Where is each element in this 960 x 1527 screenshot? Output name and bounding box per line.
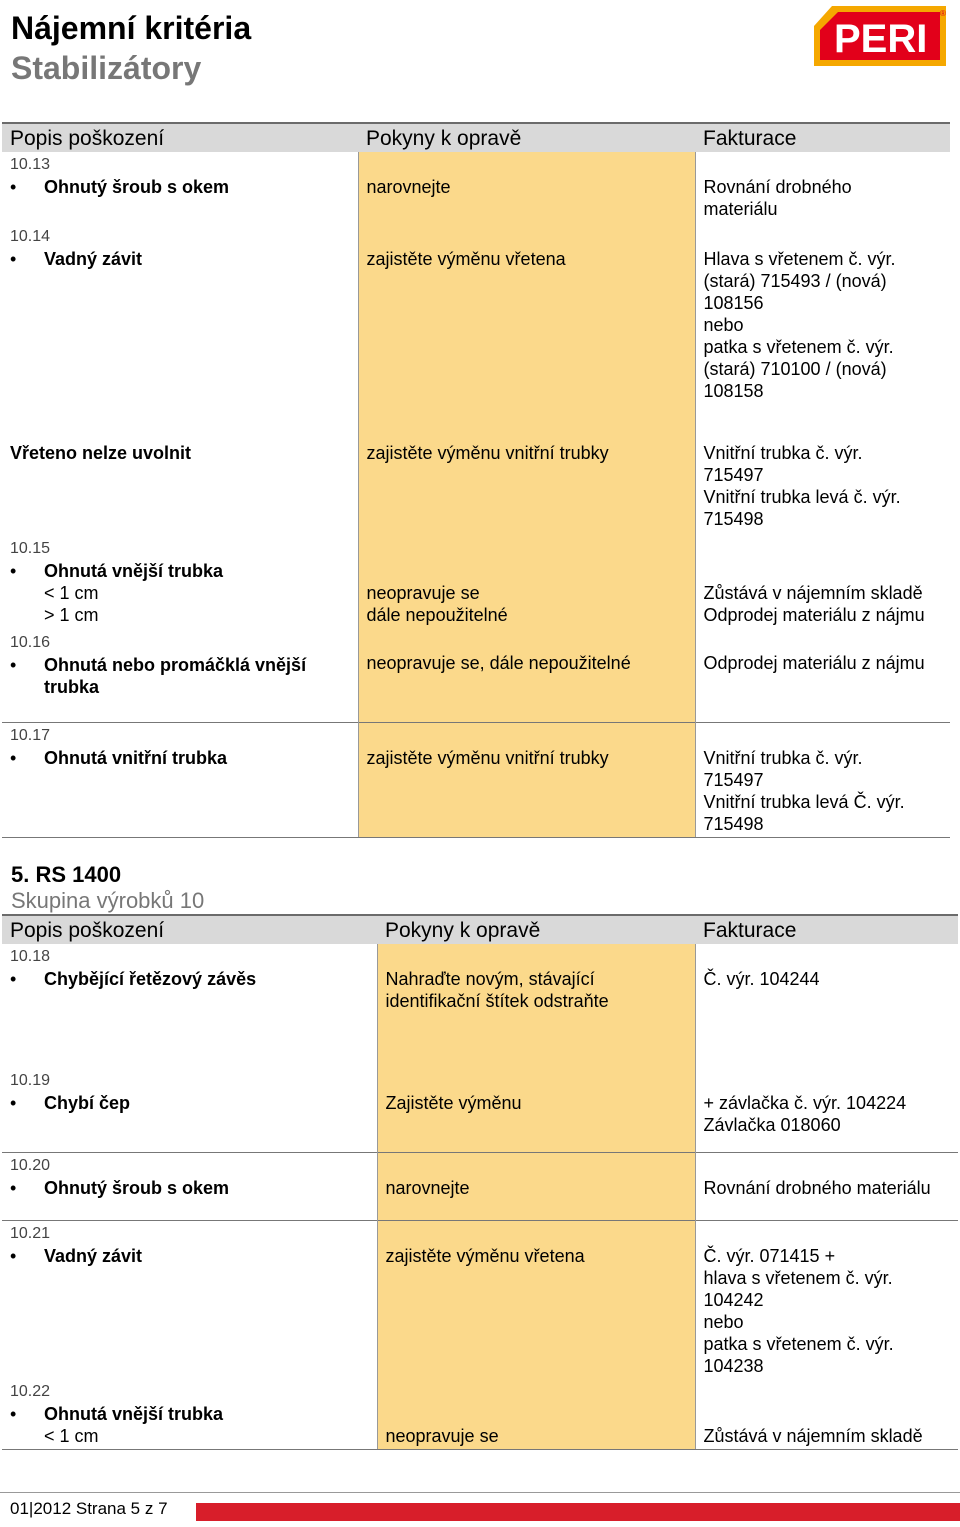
billing-text: nebo bbox=[703, 1311, 744, 1332]
repair-text: narovnejte bbox=[385, 1177, 470, 1198]
table-row bbox=[2, 1379, 958, 1450]
damage-table-1 bbox=[2, 122, 950, 838]
damage-text: Ohnutá vnější trubka bbox=[44, 561, 224, 581]
table-header bbox=[2, 123, 950, 152]
damage-text: Chybějící řetězový závěs bbox=[44, 969, 257, 989]
billing-text: Závlačka 018060 bbox=[703, 1115, 841, 1135]
billing-text: Zůstává v nájemním skladě bbox=[703, 583, 923, 603]
repair-text: zajistěte výměnu vřetena bbox=[366, 249, 566, 269]
table-row bbox=[2, 224, 950, 440]
damage-text: Ohnutá vnější trubka bbox=[44, 1403, 224, 1424]
billing-text: 108156 bbox=[703, 293, 764, 313]
billing-text: 715498 bbox=[703, 509, 764, 529]
billing-text: (stará) 710100 / (nová) bbox=[703, 359, 887, 379]
svg-text:®: ® bbox=[940, 9, 946, 18]
table-row bbox=[2, 722, 950, 837]
billing-text: 104238 bbox=[703, 1355, 764, 1376]
item-number: 10.21 bbox=[10, 1224, 51, 1242]
table-row bbox=[2, 536, 950, 630]
page-subtitle: Stabilizátory bbox=[11, 50, 202, 86]
bullet-icon: • bbox=[10, 1245, 17, 1266]
billing-text: nebo bbox=[703, 315, 744, 335]
table-row bbox=[2, 1068, 958, 1152]
billing-text: (stará) 715493 / (nová) bbox=[703, 271, 887, 291]
repair-text: neopravuje se, dále nepoužitelné bbox=[366, 653, 631, 673]
billing-text: 715498 bbox=[703, 813, 764, 834]
billing-text: + závlačka č. výr. 104224 bbox=[703, 1093, 907, 1113]
footer-bar bbox=[196, 1503, 960, 1521]
damage-text: trubka bbox=[44, 677, 100, 697]
col-damage-header: Popis poškození bbox=[2, 915, 377, 944]
item-number: 10.19 bbox=[10, 1072, 51, 1089]
damage-table-2 bbox=[2, 914, 958, 1450]
repair-text: zajistěte výměnu vřetena bbox=[385, 1245, 585, 1266]
table-row bbox=[2, 944, 958, 1068]
damage-text: Chybí čep bbox=[44, 1093, 131, 1113]
col-repair-header: Pokyny k opravě bbox=[377, 915, 695, 944]
item-number: 10.18 bbox=[10, 948, 51, 965]
billing-text: Vnitřní trubka č. výr. bbox=[703, 443, 863, 463]
section-title: 5. RS 1400 bbox=[11, 862, 122, 887]
billing-text: Č. výr. 071415 + bbox=[703, 1245, 836, 1266]
billing-text: Č. výr. 104244 bbox=[703, 969, 820, 989]
col-billing-header: Fakturace bbox=[695, 123, 950, 152]
billing-text: Vnitřní trubka levá Č. výr. bbox=[703, 791, 905, 812]
bullet-icon: • bbox=[10, 249, 17, 269]
damage-text: Vadný závit bbox=[44, 249, 143, 269]
repair-text: identifikační štítek odstraňte bbox=[385, 991, 609, 1011]
repair-text: narovnejte bbox=[366, 177, 451, 197]
page-info: 01|2012 Strana 5 z 7 bbox=[10, 1499, 168, 1518]
item-number: 10.13 bbox=[10, 156, 51, 173]
bullet-icon: • bbox=[10, 1403, 17, 1424]
damage-subtext: > 1 cm bbox=[44, 605, 99, 625]
bullet-icon: • bbox=[10, 747, 17, 768]
bullet-icon: • bbox=[10, 969, 17, 989]
damage-text: Ohnutá nebo promáčklá vnější bbox=[44, 655, 307, 675]
repair-text: zajistěte výměnu vnitřní trubky bbox=[366, 747, 609, 768]
table-row bbox=[2, 630, 950, 722]
billing-text: Vnitřní trubka č. výr. bbox=[703, 747, 863, 768]
billing-text: patka s vřetenem č. výr. bbox=[703, 337, 894, 357]
billing-text: 104242 bbox=[703, 1289, 764, 1310]
peri-logo bbox=[812, 4, 950, 68]
table-row bbox=[2, 1220, 958, 1379]
item-number: 10.20 bbox=[10, 1156, 51, 1174]
billing-text: materiálu bbox=[703, 199, 778, 219]
billing-text: patka s vřetenem č. výr. bbox=[703, 1333, 894, 1354]
repair-text: zajistěte výměnu vnitřní trubky bbox=[366, 443, 609, 463]
item-number: 10.22 bbox=[10, 1382, 51, 1400]
bullet-icon: • bbox=[10, 177, 17, 197]
table-row bbox=[2, 152, 950, 224]
table-header bbox=[2, 915, 958, 944]
billing-text: Hlava s vřetenem č. výr. bbox=[703, 249, 896, 269]
bullet-icon: • bbox=[10, 561, 17, 581]
col-repair-header: Pokyny k opravě bbox=[358, 123, 695, 152]
bullet-icon: • bbox=[10, 1093, 17, 1113]
damage-text: Vřeteno nelze uvolnit bbox=[10, 443, 192, 463]
damage-text: Vadný závit bbox=[44, 1245, 143, 1266]
billing-text: hlava s vřetenem č. výr. bbox=[703, 1267, 893, 1288]
item-number: 10.16 bbox=[10, 634, 51, 651]
item-number: 10.15 bbox=[10, 540, 51, 557]
repair-text: Zajistěte výměnu bbox=[385, 1093, 522, 1113]
billing-text: Rovnání drobného bbox=[703, 177, 852, 197]
billing-text: Odprodej materiálu z nájmu bbox=[703, 605, 925, 625]
logo-text: PERI bbox=[834, 17, 928, 61]
billing-text: Zůstává v nájemním skladě bbox=[703, 1425, 923, 1446]
damage-subtext: < 1 cm bbox=[44, 1425, 99, 1446]
bullet-icon: • bbox=[10, 1177, 17, 1198]
item-number: 10.14 bbox=[10, 228, 51, 245]
section-subtitle: Skupina výrobků 10 bbox=[11, 888, 205, 913]
col-billing-header: Fakturace bbox=[695, 915, 958, 944]
repair-text: Nahraďte novým, stávající bbox=[385, 969, 595, 989]
page-title: Nájemní kritéria bbox=[11, 10, 252, 46]
billing-text: Rovnání drobného materiálu bbox=[703, 1177, 931, 1198]
repair-text: neopravuje se bbox=[385, 1425, 499, 1446]
table-row bbox=[2, 1152, 958, 1220]
col-damage-header: Popis poškození bbox=[2, 123, 358, 152]
page-footer bbox=[0, 1492, 960, 1523]
damage-text: Ohnutý šroub s okem bbox=[44, 1177, 230, 1198]
damage-subtext: < 1 cm bbox=[44, 583, 99, 603]
billing-text: 715497 bbox=[703, 465, 764, 485]
damage-text: Ohnutý šroub s okem bbox=[44, 177, 230, 197]
repair-text: dále nepoužitelné bbox=[366, 605, 508, 625]
billing-text: 108158 bbox=[703, 381, 764, 401]
repair-text: neopravuje se bbox=[366, 583, 480, 603]
damage-text: Ohnutá vnitřní trubka bbox=[44, 747, 228, 768]
table-row bbox=[2, 440, 950, 536]
item-number: 10.17 bbox=[10, 726, 51, 744]
bullet-icon: • bbox=[10, 655, 17, 675]
billing-text: Vnitřní trubka levá č. výr. bbox=[703, 487, 901, 507]
billing-text: Odprodej materiálu z nájmu bbox=[703, 653, 925, 673]
billing-text: 715497 bbox=[703, 769, 764, 790]
